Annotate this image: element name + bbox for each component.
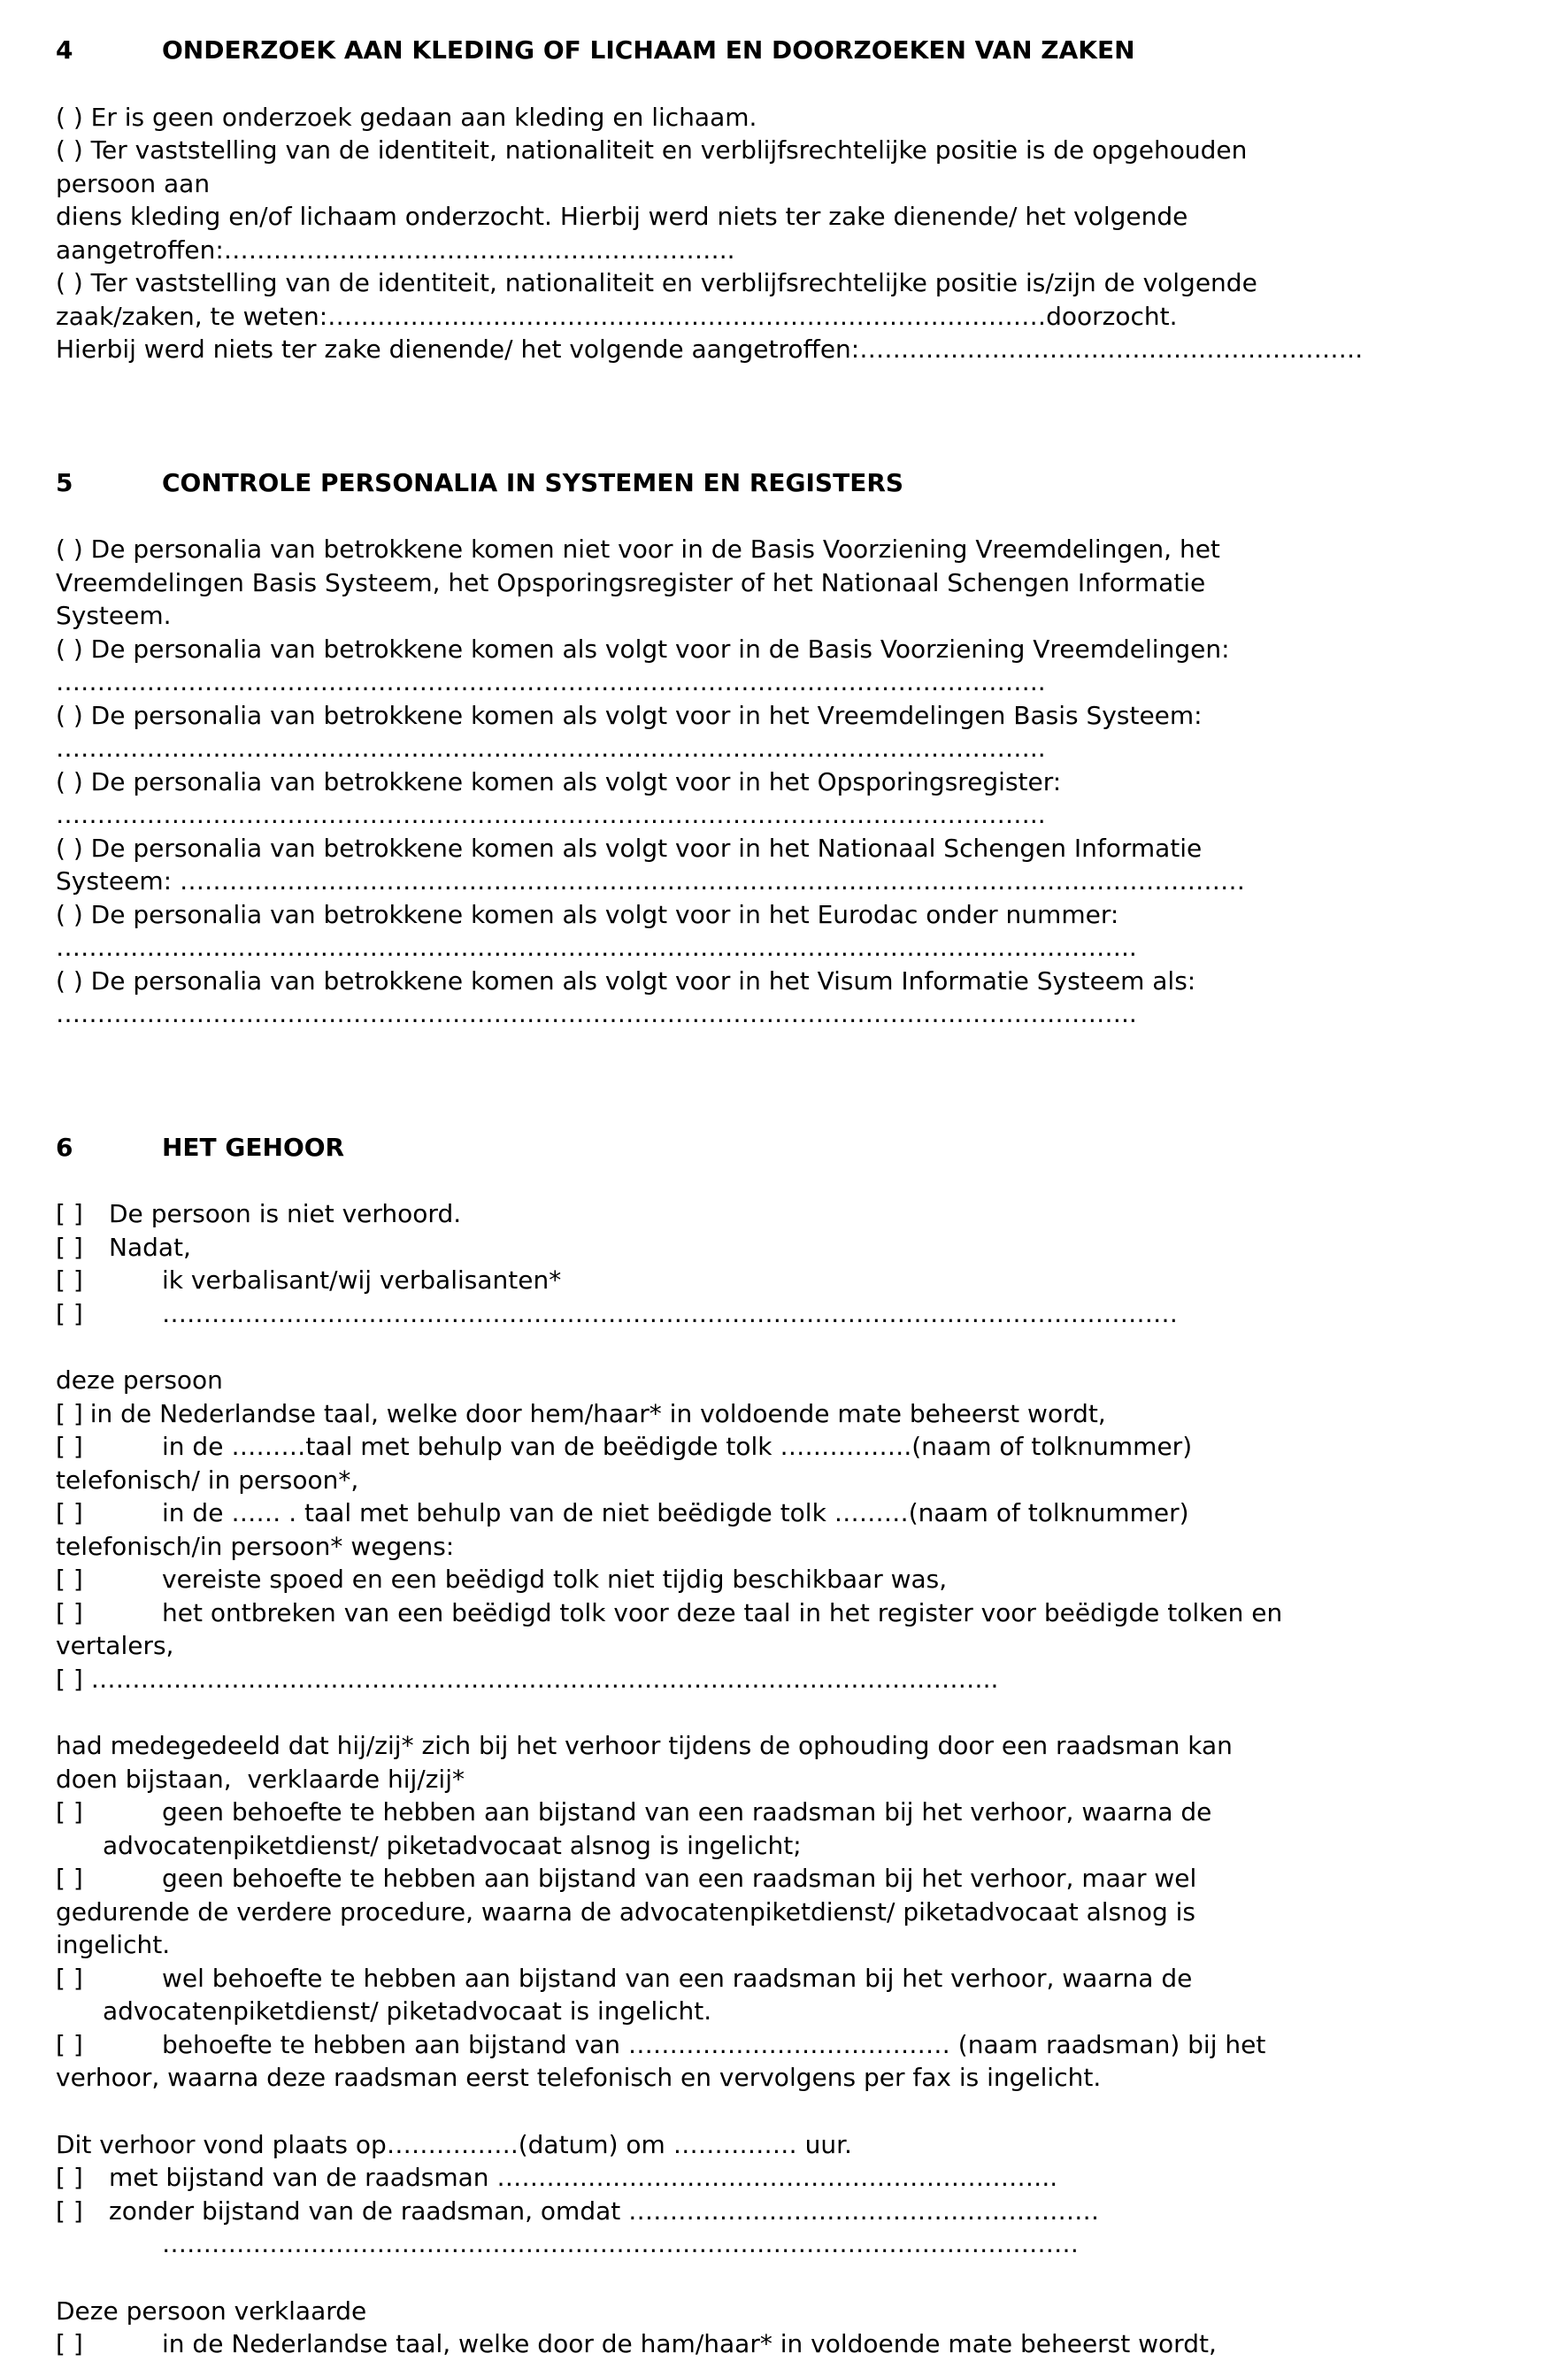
checkbox[interactable]: [ ]	[56, 1597, 83, 1627]
dotted-line: …………………………………………………………………………………………………………………..	[56, 933, 1137, 962]
dotted-line: …………………………………………………………….…………………………………………..	[56, 734, 1046, 763]
checkbox[interactable]: [ ]	[56, 1265, 83, 1295]
text-line: diens kleding en/of lichaam onderzocht. Hierbij werd niets ter zake dienende/ het volgende	[56, 202, 1188, 231]
text-line: ( ) De personalia van betrokkene komen als volgt voor in de Basis Voorziening Vreemdelingen:	[56, 634, 1230, 664]
text-line: had medegedeeld dat hij/zij* zich bij het verhoor tijdens de ophouding door een raadsman kan	[56, 1731, 1233, 1760]
text-line: advocatenpiketdienst/ piketadvocaat alsnog is ingelicht;	[103, 1830, 802, 1860]
item-label: De persoon is niet verhoord.	[109, 1199, 462, 1228]
checkbox[interactable]: [ ]	[56, 1864, 83, 1893]
checkbox-item-unsworn-interpreter[interactable]	[56, 1496, 1507, 1530]
section-number: 4	[56, 35, 73, 65]
dotted-line: …………………………………………………………….…………………………………………..	[56, 667, 1046, 696]
item-label: in de ………taal met behulp van de beëdigde tolk …………….(naam of tolknummer)	[162, 1432, 1193, 1461]
text-line: ingelicht.	[56, 1930, 171, 1959]
checkbox-item-sworn-interpreter[interactable]	[56, 1430, 1507, 1464]
checkbox-item-without-counsel[interactable]	[56, 2195, 1507, 2228]
section-number: 6	[56, 1132, 73, 1162]
checkbox-item-need[interactable]	[56, 1962, 1507, 1996]
checkbox[interactable]: [ ]	[56, 2029, 83, 2059]
dotted-line: …………………………………………………………………………………………………………………..	[56, 999, 1137, 1028]
checkbox-item-not-heard[interactable]	[56, 1197, 1507, 1231]
checkbox-item-other[interactable]	[56, 1297, 1507, 1331]
section-number: 5	[56, 467, 73, 497]
text-line: ( ) Ter vaststelling van de identiteit, nationaliteit en verblijfsrechtelijke positie is/zijn de volgende	[56, 268, 1257, 297]
text-line: ( ) De personalia van betrokkene komen als volgt voor in het Vreemdelingen Basis Systeem:	[56, 700, 1203, 730]
dotted-line: ……………………………………………………………….………………………………………..	[56, 800, 1046, 829]
text-line: telefonisch/in persoon* wegens:	[56, 1531, 455, 1561]
item-label: Nadat,	[109, 1232, 191, 1262]
text-line: Systeem: …………………………………………………………………………………………………………………	[56, 866, 1245, 896]
item-label: in de …… . taal met behulp van de niet beëdigde tolk ………(naam of tolknummer)	[162, 1498, 1189, 1527]
text-line: ( ) De personalia van betrokkene komen niet voor in de Basis Voorziening Vreemdelingen, het	[56, 534, 1220, 564]
item-label: met bijstand van de raadsman …………………………………………………………..	[109, 2163, 1058, 2192]
text-line: aangetroffen:……………………………………………………..	[56, 235, 735, 265]
text-line: verhoor, waarna deze raadsman eerst telefonisch en vervolgens per fax is ingelicht.	[56, 2063, 1102, 2092]
text-line: advocatenpiketdienst/ piketadvocaat is ingelicht.	[103, 1996, 712, 2026]
checkbox-item-with-counsel[interactable]	[56, 2161, 1507, 2195]
text-line: ( ) De personalia van betrokkene komen als volgt voor in het Nationaal Schengen Informatie	[56, 833, 1203, 863]
text-line: gedurende de verdere procedure, waarna de advocatenpiketdienst/ piketadvocaat alsnog is	[56, 1896, 1196, 1926]
text-line: Hierbij werd niets ter zake dienende/ het volgende aangetroffen:…………………………………………………….	[56, 335, 1364, 364]
item-label: geen behoefte te hebben aan bijstand van een raadsman bij het verhoor, waarna de	[162, 1797, 1212, 1827]
text-line: telefonisch/ in persoon*,	[56, 1465, 359, 1495]
checkbox[interactable]: [ ]	[56, 1565, 83, 1594]
checkbox-item-no-need-later[interactable]	[56, 1862, 1507, 1896]
item-label: vereiste spoed en een beëdigd tolk niet tijdig beschikbaar was,	[162, 1565, 948, 1594]
item-label: in de Nederlandse taal, welke door de ham/haar* in voldoende mate beheerst wordt,	[162, 2329, 1217, 2358]
checkbox[interactable]: [ ]	[56, 1232, 83, 1262]
item-label: geen behoefte te hebben aan bijstand van een raadsman bij het verhoor, maar wel	[162, 1864, 1197, 1893]
text-line: Deze persoon verklaarde	[56, 2296, 367, 2326]
text-line: deze persoon	[56, 1365, 223, 1395]
checkbox-item-named-counsel[interactable]	[56, 2028, 1507, 2062]
section-5-heading	[56, 466, 1507, 500]
item-label: ik verbalisant/wij verbalisanten*	[162, 1265, 562, 1295]
checkbox[interactable]: [ ]	[56, 1797, 83, 1827]
checkbox[interactable]: [ ]	[56, 2329, 83, 2358]
text-line: ( ) De personalia van betrokkene komen als volgt voor in het Visum Informatie Systeem als:	[56, 965, 1196, 996]
checkbox[interactable]: [ ]	[56, 2196, 83, 2226]
text-line: ( ) De personalia van betrokkene komen als volgt voor in het Opsporingsregister:	[56, 766, 1062, 796]
section-6-heading	[56, 1131, 1507, 1165]
section-title: ONDERZOEK AAN KLEDING OF LICHAAM EN DOORZOEKEN VAN ZAKEN	[162, 35, 1135, 65]
item-label: ……………………………………………………………………………………………………………	[162, 1298, 1178, 1328]
text-line: Systeem.	[56, 601, 172, 630]
checkbox-item-other-reason[interactable]: [ ] ………………………………………………………………………………………………..	[56, 1664, 999, 1694]
text-line: persoon aan	[56, 168, 211, 198]
item-label: zonder bijstand van de raadsman, omdat …………………………………………………	[109, 2196, 1100, 2226]
section-title: CONTROLE PERSONALIA IN SYSTEMEN EN REGISTERS	[162, 467, 904, 497]
checkbox-item-no-need[interactable]	[56, 1796, 1507, 1829]
item-label: het ontbreken van een beëdigd tolk voor deze taal in het register voor beëdigde tolken en	[162, 1597, 1283, 1627]
checkbox-item-dutch[interactable]	[56, 1397, 1507, 1431]
text-line: zaak/zaken, te weten:……………………………………………………………………………doorzocht.	[56, 301, 1178, 331]
item-label: wel behoefte te hebben aan bijstand van een raadsman bij het verhoor, waarna de	[162, 1963, 1193, 1993]
text-line: ( ) De personalia van betrokkene komen als volgt voor in het Eurodac onder nummer:	[56, 899, 1119, 929]
checkbox-item-dutch-declared[interactable]	[56, 2327, 1507, 2361]
item-label: behoefte te hebben aan bijstand van ………………………………… (naam raadsman) bij het	[162, 2029, 1266, 2059]
section-title: HET GEHOOR	[162, 1132, 345, 1162]
text-line: ( ) Ter vaststelling van de identiteit, nationaliteit en verblijfsrechtelijke positie is de opgehouden	[56, 135, 1248, 165]
text-line: Dit verhoor vond plaats op…………….(datum) om …………… uur.	[56, 2129, 852, 2159]
checkbox[interactable]: [ ]	[56, 2163, 83, 2192]
item-label: in de Nederlandse taal, welke door hem/haar* in voldoende mate beheerst wordt,	[89, 1398, 1106, 1428]
checkbox-item-no-register[interactable]	[56, 1596, 1507, 1630]
checkbox[interactable]: [ ]	[56, 1498, 83, 1527]
checkbox[interactable]: [ ]	[56, 1398, 83, 1428]
text-line: doen bijstaan, verklaarde hij/zij*	[56, 1764, 465, 1794]
text-line: vertalers,	[56, 1631, 174, 1660]
text-line: ( ) Er is geen onderzoek gedaan aan kleding en lichaam.	[56, 102, 757, 132]
dotted-line: …………………………………………………………………………………………………	[162, 2229, 1079, 2258]
checkbox-item-urgency[interactable]	[56, 1563, 1507, 1596]
checkbox[interactable]: [ ]	[56, 1199, 83, 1228]
checkbox[interactable]: [ ]	[56, 1432, 83, 1461]
document-page	[56, 34, 1507, 2361]
checkbox[interactable]: [ ]	[56, 1298, 83, 1328]
text-line: Vreemdelingen Basis Systeem, het Opsporingsregister of het Nationaal Schengen Informatie	[56, 567, 1206, 597]
checkbox-item-nadat[interactable]	[56, 1231, 1507, 1265]
checkbox[interactable]: [ ]	[56, 1963, 83, 1993]
checkbox-item-verbalisant[interactable]	[56, 1264, 1507, 1297]
section-4-heading	[56, 34, 1507, 67]
